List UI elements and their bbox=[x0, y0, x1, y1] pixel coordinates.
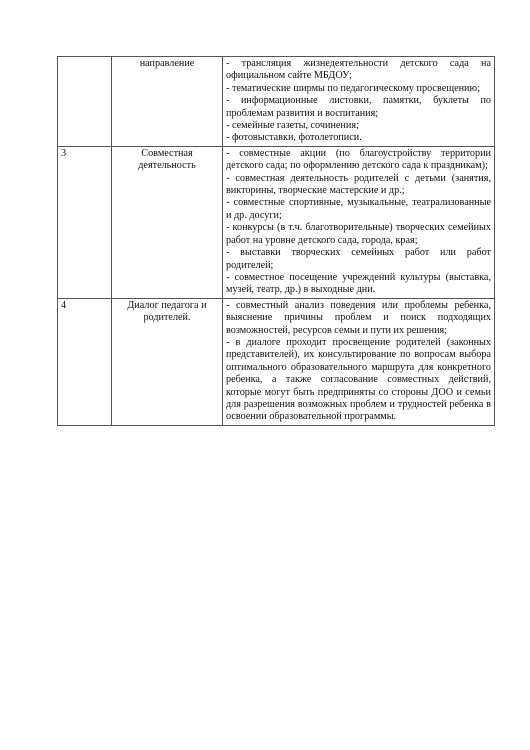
list-item: - трансляция жизнедеятельности детского сада на официальном сайте МБДОУ; bbox=[226, 58, 491, 82]
list-item: - выставки творческих семейных работ или работ родителей; bbox=[226, 247, 491, 271]
list-item: - совместное посещение учреждений культуры (выставка, музей, театр, др.) в выходные дни. bbox=[226, 271, 491, 296]
table-row bbox=[58, 298, 495, 425]
row-content-cell bbox=[223, 57, 495, 147]
list-item: - семейные газеты, сочинения; bbox=[226, 120, 359, 132]
row-content-cell bbox=[223, 146, 495, 298]
list-item: - фотовыставки, фотолетописи. bbox=[226, 132, 362, 144]
row-name-cell: направление bbox=[112, 57, 223, 147]
row-content-cell bbox=[223, 298, 495, 425]
list-item: - информационные листовки, памятки, буклеты по проблемам развития и воспитания; bbox=[226, 95, 491, 119]
table-row bbox=[58, 146, 495, 298]
list-item: - тематические ширмы по педагогическому просвещению; bbox=[226, 82, 480, 94]
row-number-cell bbox=[58, 57, 112, 147]
row-number-cell: 4 bbox=[58, 298, 112, 425]
list-item: - совместный анализ поведения или проблемы ребенка, выяснение причины проблем и поиск подходящих возможностей, ресурсов семьи и пути их решения; bbox=[226, 299, 491, 336]
table-row bbox=[58, 57, 495, 147]
row-name-cell: Диалог педагога и родителей. bbox=[112, 298, 223, 425]
list-item: - совместные акции (по благоустройству территории детского сада; по оформлению детского сада к праздникам); bbox=[226, 147, 491, 172]
list-item: - совместные спортивные, музыкальные, театрализованные и др. досуги; bbox=[226, 197, 491, 221]
row-name-cell: Совместная деятельность bbox=[112, 146, 223, 298]
row-number-cell: 3 bbox=[58, 146, 112, 298]
list-item: - конкурсы (в т.ч. благотворительные) творческих семейных работ на уровне детского сада, города, края; bbox=[226, 222, 491, 246]
list-item: - в диалоге проходит просвещение родителей (законных представителей), их консультирование по вопросам выбора оптимального образовательного маршрута для конкретного ребенка, а также согласование совместных действий, которые могут быть предприняты со стороны ДОО и семьи для разрешения возможных проблем и трудностей ребенка в освоении образовательной программы. bbox=[226, 336, 491, 423]
list-item: - совместная деятельность родителей с детьми (занятия, викторины, творческие мастерские и др.; bbox=[226, 172, 491, 197]
interaction-forms-table bbox=[57, 56, 495, 426]
